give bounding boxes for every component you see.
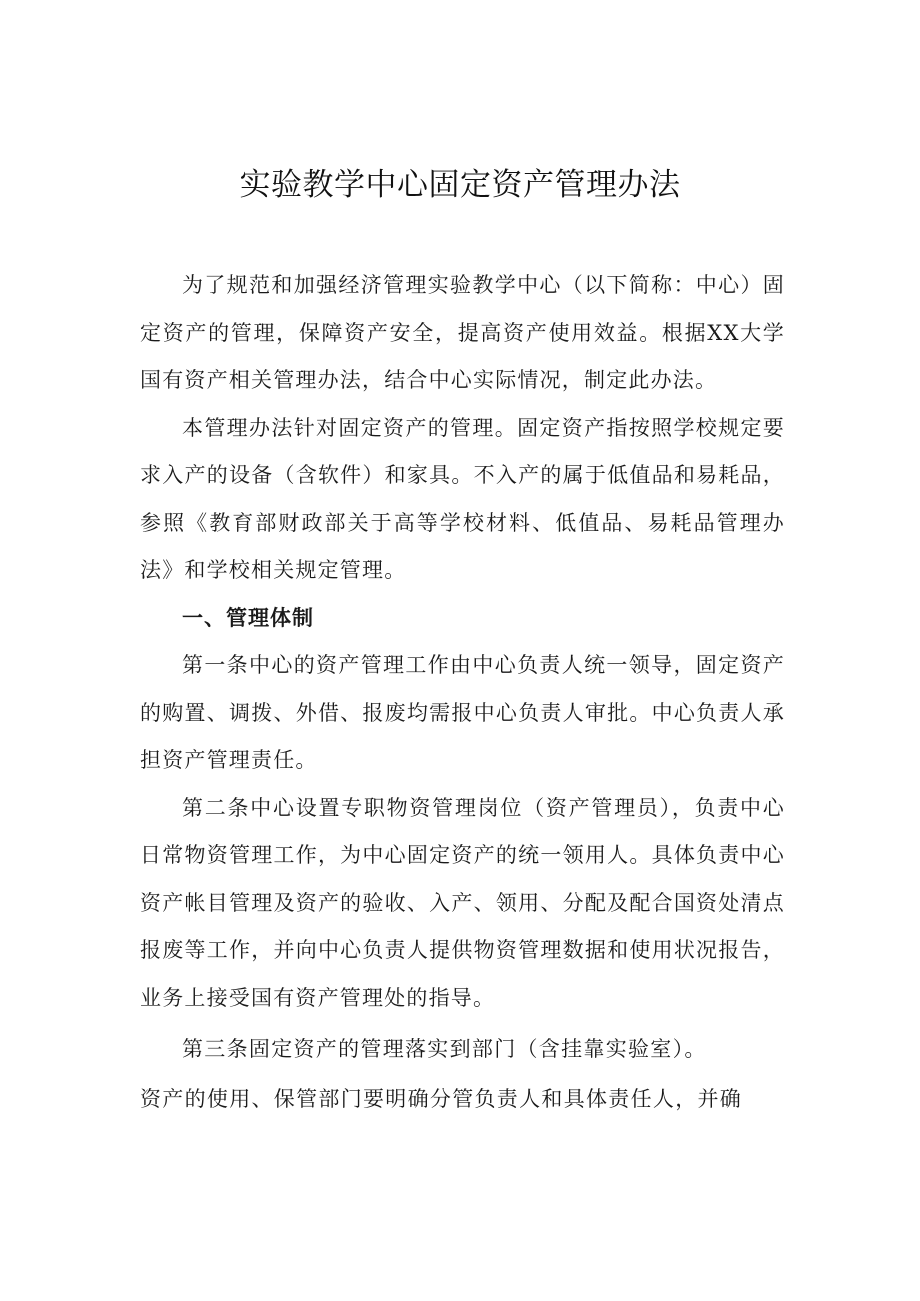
article-2-paragraph: 第二条中心设置专职物资管理岗位（资产管理员），负责中心日常物资管理工作，为中心固定资产的统一领用人。具体负责中心资产帐目管理及资产的验收、入产、领用、分配及配合国资处清点报废等工作，并向中心负责人提供物资管理数据和使用状况报告，业务上接受国有资产管理处的指导。 bbox=[140, 795, 785, 1010]
article-3-continuation: 资产的使用、保管部门要明确分管负责人和具体责任人，并确 bbox=[140, 1086, 743, 1111]
document-body bbox=[140, 262, 785, 1123]
scope-paragraph: 本管理办法针对固定资产的管理。固定资产指按照学校规定要求入产的设备（含软件）和家具。不入产的属于低值品和易耗品，参照《教育部财政部关于高等学校材料、低值品、易耗品管理办法》和学校相关规定管理。 bbox=[140, 415, 785, 582]
article-3-paragraph: 第三条固定资产的管理落实到部门（含挂靠实验室）。 bbox=[182, 1037, 707, 1061]
document-title: 实验教学中心固定资产管理办法 bbox=[239, 167, 681, 203]
article-1-paragraph: 第一条中心的资产管理工作由中心负责人统一领导，固定资产的购置、调拨、外借、报废均需报中心负责人审批。中心负责人承担资产管理责任。 bbox=[140, 653, 785, 772]
section-heading-management-system: 一、管理体制 bbox=[182, 605, 314, 630]
intro-paragraph: 为了规范和加强经济管理实验教学中心（以下简称：中心）固定资产的管理，保障资产安全，提高资产使用效益。根据XX大学国有资产相关管理办法，结合中心实际情况，制定此办法。 bbox=[140, 273, 785, 392]
